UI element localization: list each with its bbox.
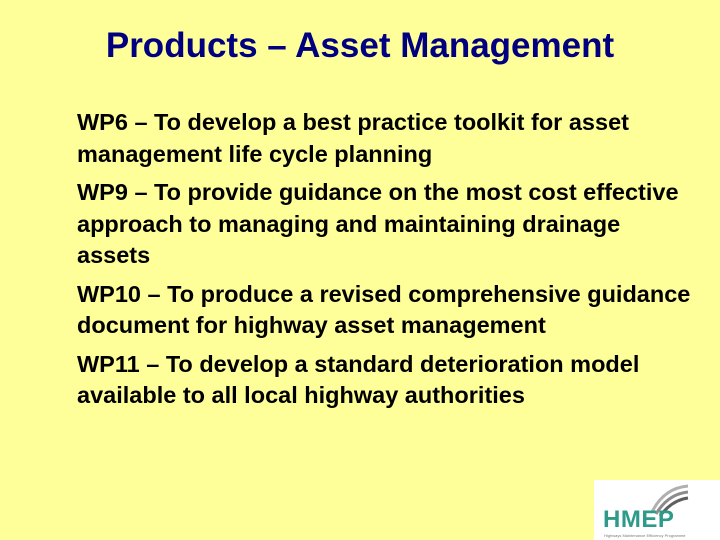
list-item-wp6: WP6 – To develop a best practice toolkit for asset management life cycle planning: [77, 109, 629, 167]
list-item-wp9: WP9 – To provide guidance on the most cost effective approach to managing and maintaining drainage assets: [77, 179, 679, 268]
hmep-logo: [594, 480, 720, 540]
list-item-wp10: WP10 – To produce a revised comprehensive guidance document for highway asset management: [77, 280, 691, 338]
slide-title: Products – Asset Management: [105, 26, 615, 65]
body-list: [77, 107, 697, 419]
list-item-wp11: WP11 – To develop a standard deterioration model available to all local highway authorities: [77, 350, 640, 408]
logo-tagline: Highways Maintenance Efficiency Programme: [604, 533, 686, 538]
logo-text: HMEP: [603, 506, 675, 533]
